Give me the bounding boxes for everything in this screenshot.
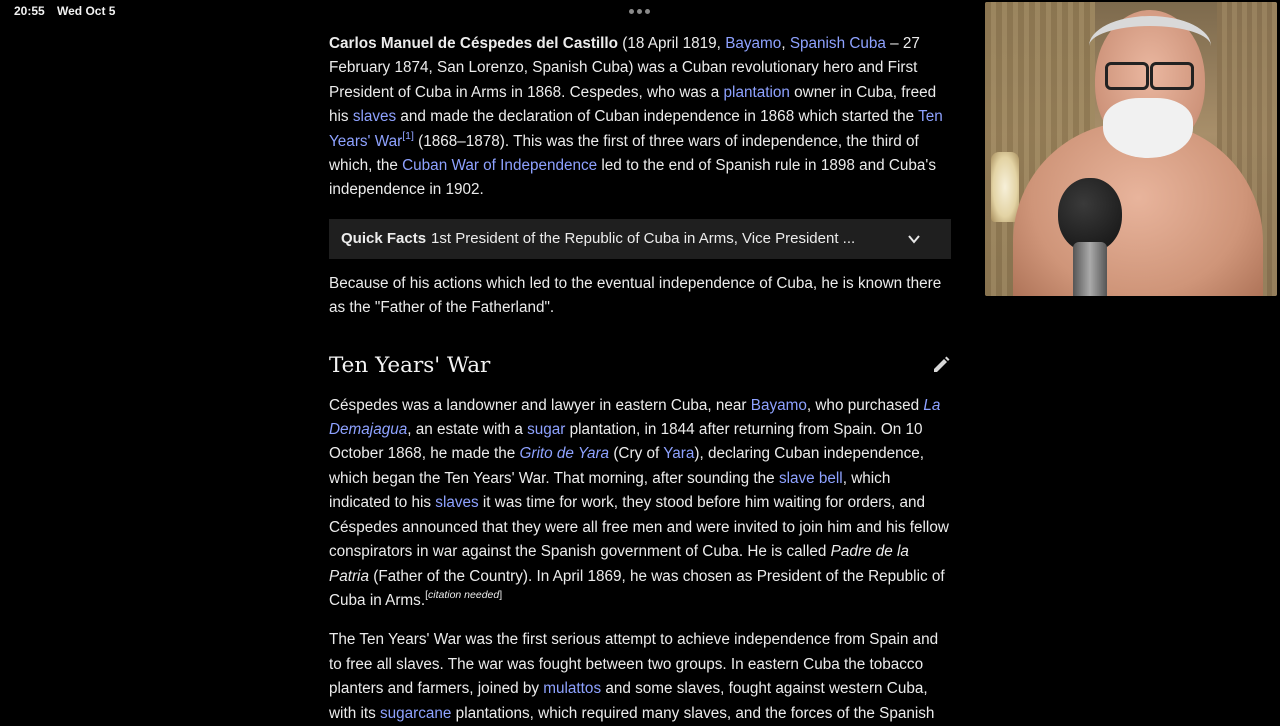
link-mulattos[interactable]: mulattos — [543, 680, 602, 698]
text: The Ten Years' War was the first serious attempt to achieve independence from Spain and to free all slaves. The war was fought between two groups. In eastern Cuba the tobacco planters and farmers, joined by — [329, 631, 939, 698]
quick-facts-summary: 1st President of the Republic of Cuba in Arms, Vice President ... — [431, 230, 856, 248]
status-date: Wed Oct 5 — [57, 4, 116, 18]
quick-facts-title: Quick Facts — [341, 230, 427, 248]
more-dots-icon[interactable] — [629, 9, 650, 14]
link-slaves[interactable]: slaves — [435, 494, 479, 512]
link-plantation[interactable]: plantation — [723, 83, 790, 101]
reference-1[interactable]: [1] — [402, 129, 414, 142]
text: (1868–1878). This was the first of three wars of independence, the third of which, the — [329, 132, 919, 175]
text: and some slaves, fought against western Cuba, with its — [329, 680, 928, 722]
text: Céspedes was a landowner and lawyer in eastern Cuba, near — [329, 396, 751, 414]
presenter-beard — [1103, 98, 1193, 158]
quick-facts-toggle[interactable] — [329, 219, 951, 259]
webcam-overlay — [985, 2, 1277, 296]
link-slave-bell[interactable]: slave bell — [778, 469, 843, 487]
microphone-icon — [1058, 178, 1122, 252]
link-spanish-cuba[interactable]: Spanish Cuba — [789, 35, 886, 52]
article-content — [329, 32, 953, 726]
war-description-paragraph — [329, 628, 953, 726]
father-paragraph: Because of his actions which led to the eventual independence of Cuba, he is known there as the "Father of the Fatherland". — [329, 274, 942, 317]
link-la-demajagua[interactable]: La Demajagua — [329, 396, 941, 439]
link-sugar[interactable]: sugar — [527, 421, 566, 439]
link-bayamo[interactable]: Bayamo — [750, 396, 807, 414]
text: (Cry of — [609, 445, 664, 463]
ten-years-war-paragraph — [329, 394, 953, 614]
text: (18 April 1819, — [618, 35, 726, 52]
link-cuban-war-of-independence[interactable]: Cuban War of Independence — [402, 157, 598, 175]
link-ten-years-war[interactable]: Ten Years' War — [329, 108, 943, 150]
link-yara[interactable]: Yara — [663, 445, 695, 463]
lamp — [991, 152, 1019, 222]
text: owner in Cuba, freed his — [329, 83, 937, 126]
link-bayamo[interactable]: Bayamo — [725, 35, 782, 52]
pencil-icon[interactable] — [931, 355, 951, 375]
link-grito-de-yara[interactable]: Grito de Yara — [519, 445, 610, 463]
text: , which indicated to his — [329, 469, 891, 512]
link-sugarcane[interactable]: sugarcane — [380, 704, 452, 722]
text: – 27 February 1874, San Lorenzo, Spanish Cuba) was a Cuban revolutionary hero and First President of Cuba in Arms in 1868. Cespedes, who was a — [329, 35, 920, 101]
chevron-down-icon[interactable] — [907, 232, 921, 246]
text: ), declaring Cuban independence, which began the Ten Years' War. That morning, after sounding the — [329, 445, 925, 487]
italic-padre-de-la-patria: Padre de la Patria — [329, 543, 909, 585]
text: (Father of the Country). In April 1869, he was chosen as President of the Republic of Cuba in Arms. — [329, 567, 945, 609]
citation-needed[interactable]: [citation needed] — [425, 588, 503, 601]
citation-needed-label: citation needed — [428, 588, 500, 601]
section-heading — [329, 349, 953, 383]
text: , an estate with a — [407, 421, 528, 439]
status-time: 20:55 — [14, 4, 45, 18]
glasses — [1105, 62, 1149, 90]
text: and made the declaration of Cuban independence in 1868 which started the — [396, 108, 919, 126]
text: , who purchased — [806, 396, 924, 414]
article-subject-name: Carlos Manuel de Céspedes del Castillo — [329, 35, 619, 52]
glasses — [1150, 62, 1194, 90]
intro-paragraph — [329, 32, 953, 203]
link-slaves[interactable]: slaves — [352, 108, 397, 126]
section-title: Ten Years' War — [329, 352, 491, 378]
text: , — [781, 35, 790, 52]
text: plantation, in 1844 after returning from Spain. On 10 October 1868, he made the — [329, 421, 923, 463]
microphone-handle — [1073, 242, 1107, 296]
text: it was time for work, they stood before him waiting for orders, and Céspedes announced that they were all free men and were invited to join him and his fellow conspirators in war against the Spanish government of Cuba. He is called — [329, 494, 949, 561]
text: plantations, which required many slaves, and the forces of the Spanish — [451, 704, 935, 722]
text: led to the end of Spanish rule in 1898 and Cuba's independence in 1902. — [329, 157, 937, 199]
